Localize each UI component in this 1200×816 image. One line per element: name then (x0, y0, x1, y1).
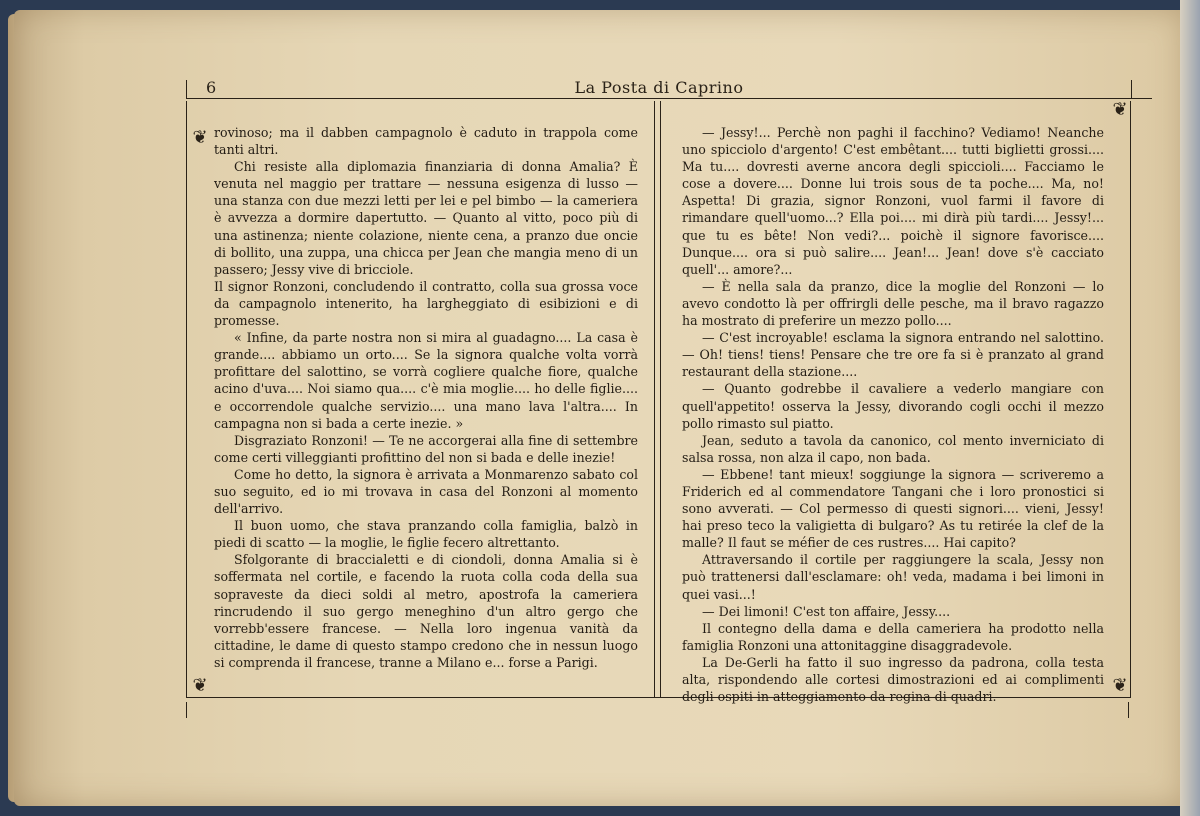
frame-right-line (1130, 101, 1131, 697)
page-number: 6 (206, 78, 217, 97)
paragraph: Il signor Ronzoni, concludendo il contratto, colla sua grossa voce da campagnolo intenerito, ha largheggiato di esibizioni e di promesse. (214, 278, 638, 329)
frame-left-line (186, 101, 187, 697)
header-right-rule (1131, 80, 1132, 98)
page-header (186, 78, 1132, 100)
paragraph: Come ho detto, la signora è arrivata a Monmarenzo sabato col suo seguito, ed io mi trovava in casa del Ronzoni al momento dell'arrivo. (214, 466, 638, 517)
paragraph: Il buon uomo, che stava pranzando colla famiglia, balzò in piedi di scatto — la moglie, le figlie fecero altrettanto. (214, 518, 638, 551)
paragraph: — Dei limoni! C'est ton affaire, Jessy.... (702, 603, 951, 619)
fleuron-icon: ❦ (192, 675, 208, 696)
fleuron-icon: ❦ (1112, 675, 1128, 696)
text-column-left (214, 124, 638, 671)
paragraph: rovinoso; ma il dabben campagnolo è caduto in trappola come tanti altri. (214, 125, 638, 158)
paragraph: Il contegno della dama e della cameriera ha prodotto nella famiglia Ronzoni una attonitaggine disaggradevole. (682, 620, 1104, 653)
paragraph: Jean, seduto a tavola da canonico, col mento inverniciato di salsa rossa, non alza il capo, non bada. (682, 432, 1104, 465)
fleuron-icon: ❦ (192, 127, 208, 148)
paragraph: La De-Gerli ha fatto il suo ingresso da padrona, colla testa alta, rispondendo alle cortesi dimostrazioni ed ai complimenti degli ospiti in atteggiamento da regina di quadri. (682, 654, 1104, 705)
text-column-right (682, 124, 1104, 705)
paragraph: Attraversando il cortile per raggiungere la scala, Jessy non può trattenersi dall'esclamare: oh! veda, madama i bei limoni in quei vasi...! (682, 552, 1104, 602)
paragraph: Disgraziato Ronzoni! — Te ne accorgerai alla fine di settembre come certi villeggianti profittino del non si bada e delle inezie! (214, 432, 638, 465)
book-cover-edge (1180, 0, 1200, 816)
column-divider-right (660, 101, 661, 697)
paragraph: — È nella sala da pranzo, dice la moglie del Ronzoni — lo avevo condotto là per offrirgli delle pesche, ma il bravo ragazzo ha mostrato di preferire un mezzo pollo.... (682, 278, 1104, 329)
running-title: La Posta di Caprino (574, 78, 744, 97)
header-rule (186, 98, 1152, 99)
paragraph: Sfolgorante di braccialetti e di ciondoli, donna Amalia si è soffermata nel cortile, e facendo la ruota colla coda della sua sopraveste da dieci soldi al metro, apostrofa la cameriera rincrudendo il suo gergo meneghino d'un altro gergo che vorrebb'essere francese. — Nella loro ingenua vanità da cittadine, le dame di questo stampo credono che in nessun luogo si comprenda il francese, tranne a Milano e... forse a Parigi. (214, 552, 638, 670)
paragraph: — Ebbene! tant mieux! soggiunge la signora — scriveremo a Friderich ed al commendatore Tangani che i loro pronostici si sono avverati. — Col permesso di questi signori.... vieni, Jessy! hai preso teco la valigietta di bulgaro? As tu retirée la clef de la malle? Il faut se méfier de ces rustres.... Hai capito? (682, 466, 1104, 551)
paragraph: — Quanto godrebbe il cavaliere a vederlo mangiare con quell'appetito! osserva la Jessy, divorando cogli occhi il mezzo pollo rimasto sul piatto. (682, 381, 1104, 431)
bottom-right-tick (1128, 702, 1129, 718)
column-divider-left (654, 101, 655, 697)
bottom-left-tick (186, 702, 187, 718)
paragraph: Chi resiste alla diplomazia finanziaria di donna Amalia? È venuta nel maggio per trattare — nessuna esigenza di lusso — una stanza con due mezzi letti per lei e pel bimbo — la cameriera è avvezza a dormire dapertutto. — Quanto al vitto, poco più di una astinenza; niente colazione, niente cena, a pranzo due oncie di bollito, una zuppa, una chicca per Jean che mangia meno di un passero; Jessy vive di bricciole. (214, 159, 638, 277)
paragraph: « Infine, da parte nostra non si mira al guadagno.... La casa è grande.... abbiamo un orto.... Se la signora qualche volta vorrà profittare del salottino, se vorrà cogliere qualche fiore, qualche acino d'uva.... Noi siamo qua.... c'è mia moglie.... ho delle figlie.... e occorrendole qualche servizio.... una mano lava l'altra.... In campagna non si bada a certe inezie. » (214, 330, 638, 431)
fleuron-icon: ❦ (1112, 99, 1128, 120)
paragraph: — Jessy!... Perchè non paghi il facchino? Vediamo! Neanche uno spicciolo d'argento! C'est embêtant.... tutti biglietti grossi.... Ma tu.... dovresti averne ancora degli spiccioli.... Facciamo le cose a dovere.... Donne lui trois sous de ta poche.... Ma, no! Aspetta! Di grazia, signor Ronzoni, vuol farmi il favore di rimandare quell'uomo...? Ella poi.... mi dirà più tardi.... Jessy!... que tu es bête! Non vedi?... poichè il signore favorisce.... Dunque.... ora si può salire.... Jean!... Jean! dove s'è cacciato quell'... amore?... (682, 125, 1104, 277)
paragraph: — C'est incroyable! esclama la signora entrando nel salottino. — Oh! tiens! tiens! Pensare che tre ore fa si è pranzato al grand restaurant della stazione.... (682, 330, 1104, 380)
